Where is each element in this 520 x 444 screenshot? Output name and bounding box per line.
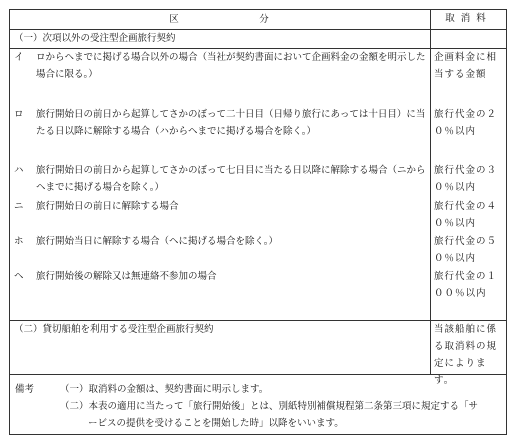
item-ha-fee: 旅行代金の３０％以内 bbox=[434, 165, 498, 193]
remarks-section bbox=[10, 375, 506, 436]
item-i-mark: イ bbox=[14, 52, 24, 63]
item-ro bbox=[14, 106, 426, 140]
item-he-text: 旅行開始後の解除又は無連絡不参加の場合 bbox=[36, 271, 217, 282]
item-ha bbox=[14, 162, 426, 196]
item-i-fee: 企画料金に相当する金額 bbox=[434, 52, 498, 80]
item-ha-text: 旅行開始日の前日から起算してさかのぼって七日目に当たる日以降に解除する場合（ニからヘまでに掲げる場合を除く。） bbox=[36, 165, 426, 193]
item-i-text: ロからヘまでに掲げる場合以外の場合（当社が契約書面において企画料金の金額を明示した場合に限る。） bbox=[36, 52, 426, 80]
section1-title: （一）次項以外の受注型企画旅行契約 bbox=[14, 33, 176, 44]
section2-title: （二）貸切船舶を利用する受注型企画旅行契約 bbox=[14, 324, 214, 335]
cancellation-fee-table-document bbox=[9, 9, 507, 435]
cancellation-fee-table bbox=[10, 10, 506, 386]
item-he-fee: 旅行代金の１００％以内 bbox=[434, 271, 498, 299]
remark-2: （二）本表の適用に当たって「旅行開始後」とは、別紙特別補償規程第二条第三項に規定する「サ bbox=[60, 401, 479, 412]
remarks-label: 備考 bbox=[15, 384, 35, 395]
item-ho bbox=[14, 233, 426, 250]
header-category-char2: 分 bbox=[259, 14, 271, 25]
header-cancellation-fee: 取消料 bbox=[445, 13, 492, 24]
remark-2-continued: ービスの提供を受けることを開始した時」以降をいいます。 bbox=[88, 418, 344, 429]
item-ro-mark: ロ bbox=[14, 109, 24, 120]
item-i bbox=[14, 49, 426, 83]
remark-1: （一）取消料の金額は、契約書面に明示します。 bbox=[60, 384, 269, 395]
item-ro-text: 旅行開始日の前日から起算してさかのぼって二十日目（日帰り旅行にあっては十日目）に当たる日以降に解除する場合（ハからヘまでに掲げる場合を除く。） bbox=[36, 109, 426, 137]
item-ho-fee: 旅行代金の５０％以内 bbox=[434, 236, 498, 264]
section2-fee: 当該船舶に係る取消料の規定によります。 bbox=[434, 324, 498, 386]
item-ho-mark: ホ bbox=[14, 236, 24, 247]
header-category-char1: 区 bbox=[169, 14, 181, 25]
header-category bbox=[10, 10, 430, 29]
item-he-mark: ヘ bbox=[14, 271, 24, 282]
item-ha-mark: ハ bbox=[14, 165, 24, 176]
item-ni-text: 旅行開始日の前日に解除する場合 bbox=[36, 201, 179, 212]
item-ro-fee: 旅行代金の２０％以内 bbox=[434, 109, 498, 137]
item-ni-fee: 旅行代金の４０％以内 bbox=[434, 201, 498, 229]
item-ni-mark: ニ bbox=[14, 201, 24, 212]
item-ho-text: 旅行開始当日に解除する場合（ヘに掲げる場合を除く。） bbox=[36, 236, 279, 247]
item-he bbox=[14, 268, 426, 285]
item-ni bbox=[14, 198, 426, 215]
